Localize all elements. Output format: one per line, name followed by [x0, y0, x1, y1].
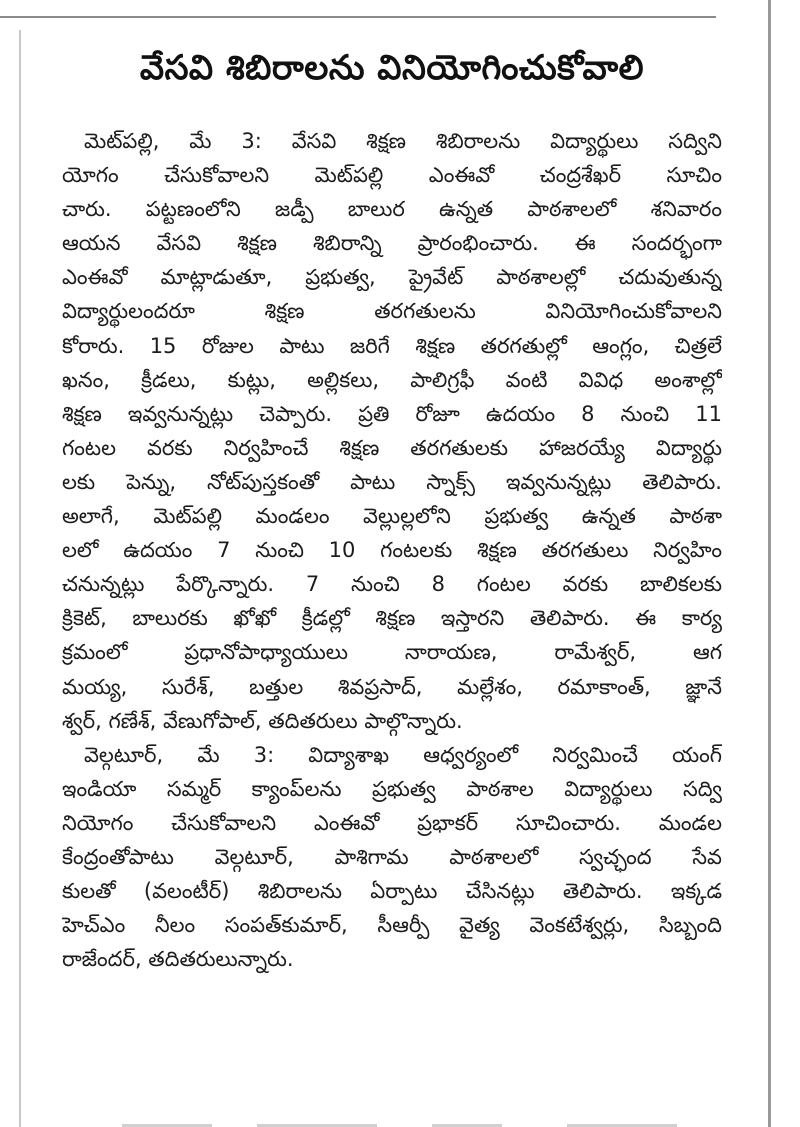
article-body [62, 124, 722, 976]
article-line: ఇండియా సమ్మర్ క్యాంప్‌లను ప్రభుత్వ పాఠశాల విద్యార్థులు సద్వి [62, 776, 722, 801]
top-column-rule [0, 16, 716, 18]
article-line: మెట్‌పల్లి, మే 3: వేసవి శిక్షణ శిబిరాలను విద్యార్థులు సద్విని [84, 129, 722, 153]
article-line: రాజేందర్, తదితరులున్నారు. [62, 947, 294, 972]
article-line: శ్వర్, గణేశ్, వేణుగోపాల్, తదితరులు పాల్గొన్నారు. [62, 708, 463, 733]
article-line: నియోగం చేసుకోవాలని ఎంఈవో ప్రభాకర్ సూచించారు. మండల [62, 810, 722, 835]
article-line: విద్యార్థులందరూ శిక్షణ తరగతులను వినియోగించుకోవాలని [62, 299, 722, 324]
article-line: చనున్నట్లు పేర్కొన్నారు. 7 నుంచి 8 గంటల వరకు బాలికలకు [62, 572, 722, 597]
article-line: లలో ఉదయం 7 నుంచి 10 గంటలకు శిక్షణ తరగతులు నిర్వహిం [62, 538, 722, 563]
next-article-clipped-line [62, 1110, 722, 1127]
article-paragraph [62, 738, 722, 977]
article-line: అలాగే, మెట్‌పల్లి మండలం వెల్లుల్లలోని ప్రభుత్వ ఉన్నత పాఠశా [62, 504, 722, 529]
article-line: కోరారు. 15 రోజుల పాటు జరిగే శిక్షణ తరగతుల్లో ఆంగ్లం, చిత్రలే [62, 333, 722, 358]
article-line: ఎంఈవో మాట్లాడుతూ, ప్రభుత్వ, ప్రైవేట్ పాఠశాలల్లో చదువుతున్న [62, 265, 722, 290]
right-column-rule [768, 0, 771, 1127]
article-line: ఆయన వేసవి శిక్షణ శిబిరాన్ని ప్రారంభించారు. ఈ సందర్భంగా [62, 231, 722, 256]
article-line: శిక్షణ ఇవ్వనున్నట్లు చెప్పారు. ప్రతి రోజూ ఉదయం 8 నుంచి 11 [62, 401, 722, 426]
article-paragraph [62, 124, 722, 738]
article-line: లకు పెన్ను, నోట్‌పుస్తకంతో పాటు స్నాక్స్ ఇవ్వనున్నట్లు తెలిపారు. [62, 469, 722, 494]
article-line: హెచ్‌ఎం నీలం సంపత్‌కుమార్, సీఆర్పీ వైత్య వెంకటేశ్వర్లు, సిబ్బంది [62, 913, 722, 938]
article-line: క్రికెట్, బాలురకు ఖోఖో క్రీడల్లో శిక్షణ ఇస్తారని తెలిపారు. ఈ కార్య [62, 606, 722, 631]
article-line: కులతో (వలంటీర్) శిబిరాలను ఏర్పాటు చేసినట్లు తెలిపారు. ఇక్కడ [62, 879, 722, 904]
article-line: కేంద్రంతోపాటు వెల్గటూర్, పాశిగామ పాఠశాలలో స్వచ్ఛంద సేవ [62, 844, 722, 869]
article-line: చారు. పట్టణంలోని జడ్పీ బాలుర ఉన్నత పాఠశాలలో శనివారం [62, 197, 722, 222]
news-article [62, 30, 722, 976]
article-line: మయ్య, సురేశ్, బత్తుల శివప్రసాద్, మల్లేశం, రమాకాంత్, జ్ఞానే [62, 674, 722, 699]
article-line: ఖనం, క్రీడలు, కుట్లు, అల్లికలు, పాలిగ్రఫీ వంటి వివిధ అంశాల్లో [62, 367, 722, 392]
article-headline: వేసవి శిబిరాలను వినియోగించుకోవాలి [139, 48, 645, 88]
article-line: వెల్గటూర్, మే 3: విద్యాశాఖ ఆధ్వర్యంలో నిర్వమించే యంగ్ [84, 742, 722, 767]
article-line: గంటల వరకు నిర్వహించే శిక్షణ తరగతులకు హాజరయ్యే విద్యార్థు [62, 435, 722, 460]
article-line: క్రమంలో ప్రధానోపాధ్యాయులు నారాయణ, రామేశ్వర్, ఆగ [62, 640, 722, 665]
article-line: యోగం చేసుకోవాలని మెట్‌పల్లి ఎంఈవో చంద్రశేఖర్ సూచిం [62, 163, 722, 188]
left-column-rule [19, 30, 21, 1127]
